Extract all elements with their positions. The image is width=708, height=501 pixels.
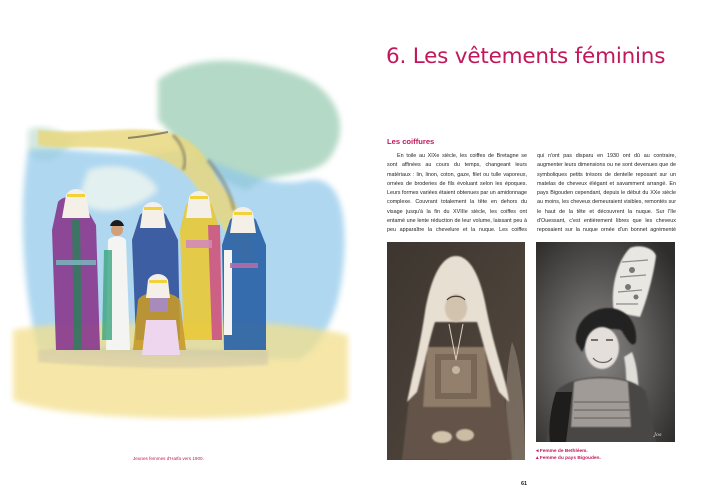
illustration-caption: Jeunes femmes d'Haïfa vers 1900. xyxy=(133,456,204,461)
section-heading: Les coiffures xyxy=(387,137,435,146)
caption-bethlehem xyxy=(536,448,601,455)
body-paragraph: qui n'ont pas disparu en 1930 ont dû au contraire, augmenter leurs dimensions ou ne sont devenues que de symboliques petits trésors de dentelle reposant sur un matelas de cheveux élégant et savamment arrangé. En pays Bigouden cependant, depuis le début du XXe siècle au moins, les cheveux demeuraient visibles, remontés sur le haut de la tête et découvrent la nuque. Sur l'île d'Ouessant, c'est entièrement libres que les cheveux reposaient sur la nuque ornée d'un bonnet agrémenté xyxy=(537,153,676,234)
bigouden-woman-photo xyxy=(536,242,675,442)
up-arrow-icon: ▴ xyxy=(536,456,539,461)
svg-text:Jos: Jos xyxy=(654,432,662,438)
caption-bigouden-text: Femme du pays Bigouden. xyxy=(539,456,601,461)
bigouden-photo-image xyxy=(536,242,675,442)
bethlehem-photo-image xyxy=(387,242,525,460)
watercolor-women-group-image xyxy=(8,50,353,422)
text-column-2 xyxy=(537,152,676,236)
bethlehem-woman-photo xyxy=(387,242,525,460)
body-paragraph: En toile au XIXe siècle, les coiffes de Bretagne se sont affinées au cours du temps, changeant leurs matériaux : lin, linon, coton, gaze, filet ou tulle vaporeux, ornées de broderies de fils évoluant selon les époques. Leurs formes variées étaient obtenues par un amidonnage complexe. Couvrant totalement la tête en dehors du visage jusqu'à la fin du XVIIIe siècle, les coiffes ont entamé une lente réduction de leur volume, laissant peu à peu apparaître la chevelure et la nuque. Les coiffes xyxy=(387,153,527,234)
caption-bethlehem-text: Femme de Bethléem. xyxy=(539,449,588,454)
chapter-title: 6. Les vêtements féminins xyxy=(386,44,666,69)
photo-captions xyxy=(536,448,601,462)
caption-bigouden xyxy=(536,455,601,462)
page-number: 61 xyxy=(521,481,528,487)
text-column-1 xyxy=(387,152,527,236)
watercolor-illustration xyxy=(8,50,353,422)
left-arrow-icon: ◂ xyxy=(536,449,539,454)
